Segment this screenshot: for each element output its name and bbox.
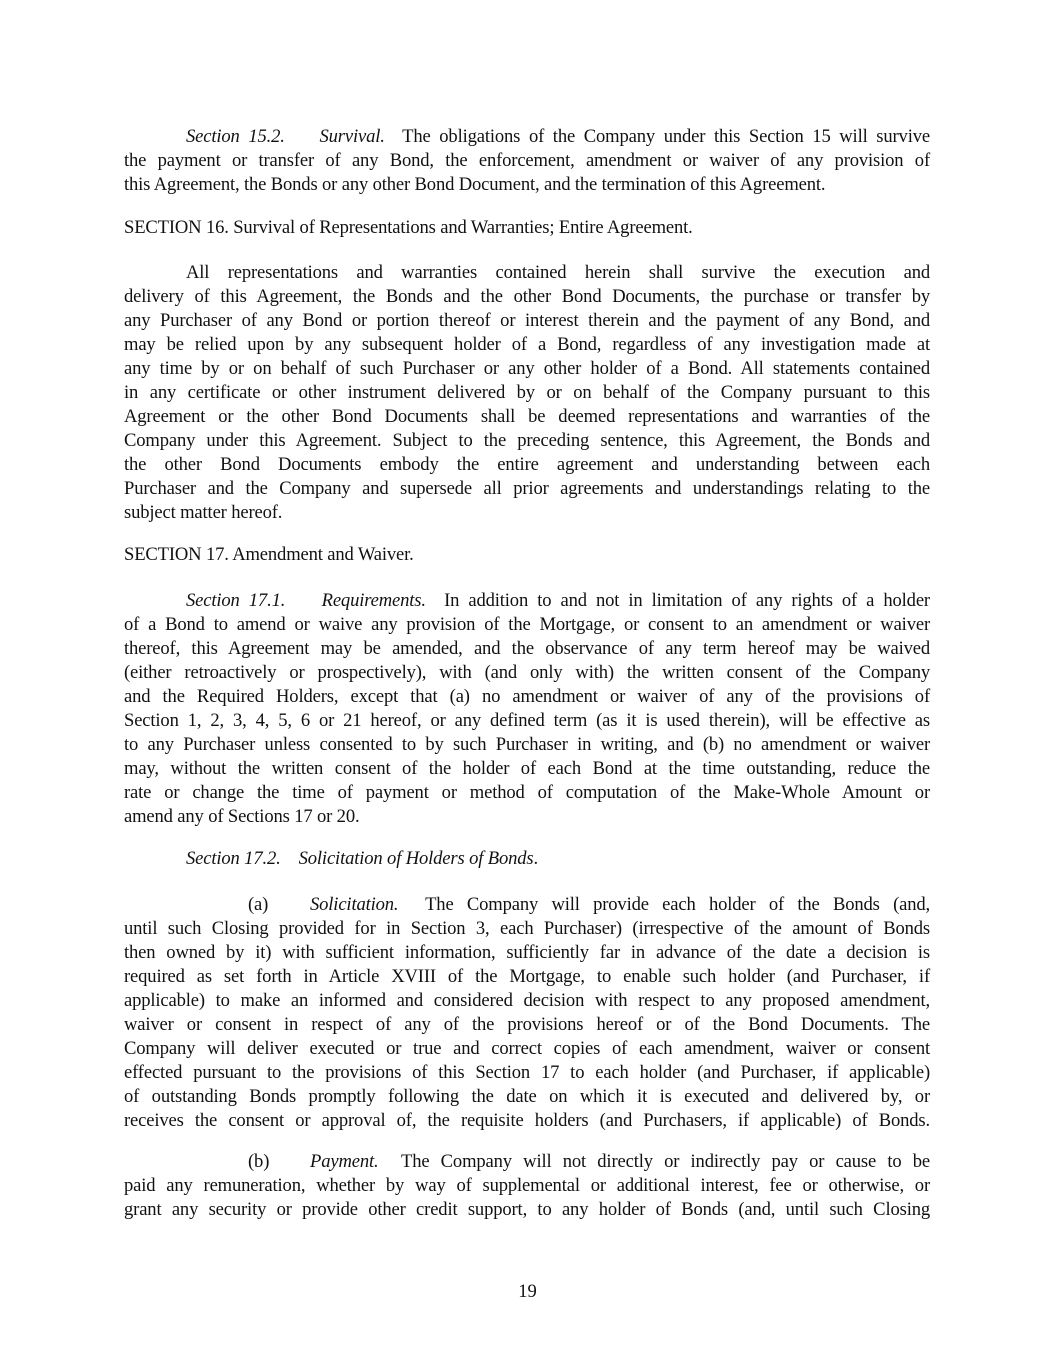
paragraph-line: may be relied upon by any subsequent holder of a Bond, regardless of any investigation made at: [124, 334, 930, 355]
paragraph-line: rate or change the time of payment or method of computation of the Make-Whole Amount or: [124, 782, 930, 803]
paragraph-line: subject matter hereof.: [124, 502, 283, 523]
paragraph-line: Section 15.2. Survival. The obligations of the Company under this Section 15 will survive: [186, 126, 930, 147]
section-16-body: [124, 261, 930, 525]
paragraph-line: any time by or on behalf of such Purchaser or any other holder of a Bond. All statements contained: [124, 358, 930, 379]
paragraph-line: (either retroactively or prospectively), with (and only with) the written consent of the Company: [124, 662, 930, 683]
paragraph-line: thereof, this Agreement may be amended, and the observance of any term hereof may be waived: [124, 638, 930, 659]
paragraph-line: until such Closing provided for in Section 3, each Purchaser) (irrespective of the amount of Bonds: [124, 918, 930, 939]
paragraph-line: paid any remuneration, whether by way of supplemental or additional interest, fee or otherwise, or: [124, 1175, 930, 1196]
paragraph-line: effected pursuant to the provisions of this Section 17 to each holder (and Purchaser, if applicable): [124, 1062, 930, 1083]
section-title: Survival.: [319, 126, 385, 147]
paragraph-line: Company under this Agreement. Subject to the preceding sentence, this Agreement, the Bonds and: [124, 430, 930, 451]
paragraph-line: Section 17.1. Requirements. In addition to and not in limitation of any rights of a holder: [186, 590, 930, 611]
paragraph-line: the payment or transfer of any Bond, the enforcement, amendment or waiver of any provision of: [124, 150, 930, 171]
clause-a-solicitation: [124, 893, 930, 1133]
section-17-2-heading: Section 17.2. Solicitation of Holders of Bonds.: [186, 848, 538, 869]
paragraph-line: of outstanding Bonds promptly following the date on which it is executed and delivered by, or: [124, 1086, 930, 1107]
paragraph-line: delivery of this Agreement, the Bonds and the other Bond Documents, the purchase or transfer by: [124, 286, 930, 307]
paragraph-line: All representations and warranties contained herein shall survive the execution and: [186, 262, 930, 283]
clause-label: (a): [248, 894, 269, 915]
paragraph-line: Section 1, 2, 3, 4, 5, 6 or 21 hereof, or any defined term (as it is used therein), will be effective as: [124, 710, 930, 731]
paragraph-line: applicable) to make an informed and considered decision with respect to any proposed amendment,: [124, 990, 930, 1011]
paragraph-line: waiver or consent in respect of any of the provisions hereof or of the Bond Documents. The: [124, 1014, 930, 1035]
paragraph-line: and the Required Holders, except that (a) no amendment or waiver of any of the provisions of: [124, 686, 930, 707]
clause-title: Payment.: [310, 1151, 379, 1172]
paragraph-line: may, without the written consent of the holder of each Bond at the time outstanding, reduce the: [124, 758, 930, 779]
paragraph-line: any Purchaser of any Bond or portion thereof or interest therein and the payment of any Bond, and: [124, 310, 930, 331]
paragraph-line: of a Bond to amend or waive any provision of the Mortgage, or consent to an amendment or waiver: [124, 614, 930, 635]
paragraph-line: (a) Solicitation. The Company will provide each holder of the Bonds (and,: [248, 894, 931, 915]
section-number: Section 15.2.: [186, 126, 285, 147]
paragraph-line: then owned by it) with sufficient information, sufficiently far in advance of the date a decision is: [124, 942, 930, 963]
paragraph-line: grant any security or provide other credit support, to any holder of Bonds (and, until such Closing: [124, 1199, 930, 1220]
section-15-2: [124, 125, 930, 197]
section-number: Section 17.1.: [186, 590, 286, 611]
paragraph-line: required as set forth in Article XVIII of the Mortgage, to enable such holder (and Purchaser, if: [124, 966, 930, 987]
paragraph-line: to any Purchaser unless consented to by such Purchaser in writing, and (b) no amendment or waiver: [124, 734, 930, 755]
section-title: Requirements.: [321, 590, 426, 611]
paragraph-line: in any certificate or other instrument delivered by or on behalf of the Company pursuant to this: [124, 382, 930, 403]
clause-title: Solicitation.: [310, 894, 399, 915]
section-number: Section 17.2.: [186, 848, 281, 869]
clause-label: (b): [248, 1151, 270, 1172]
paragraph-line: amend any of Sections 17 or 20.: [124, 806, 360, 827]
paragraph-line: receives the consent or approval of, the requisite holders (and Purchasers, if applicable) of Bonds.: [124, 1110, 930, 1131]
section-17-heading: SECTION 17. Amendment and Waiver.: [124, 544, 414, 565]
paragraph-line: Purchaser and the Company and supersede all prior agreements and understandings relating to the: [124, 478, 930, 499]
paragraph-line: Agreement or the other Bond Documents shall be deemed representations and warranties of the: [124, 406, 930, 427]
page-number: 19: [518, 1281, 537, 1302]
clause-b-payment: [124, 1150, 930, 1222]
section-16-heading: SECTION 16. Survival of Representations and Warranties; Entire Agreement.: [124, 217, 693, 238]
paragraph-line: (b) Payment. The Company will not directly or indirectly pay or cause to be: [248, 1151, 931, 1172]
paragraph-line: this Agreement, the Bonds or any other Bond Document, and the termination of this Agreement.: [124, 174, 826, 195]
paragraph-line: Company will deliver executed or true and correct copies of each amendment, waiver or consent: [124, 1038, 930, 1059]
paragraph-line: the other Bond Documents embody the entire agreement and understanding between each: [124, 454, 930, 475]
section-title: Solicitation of Holders of Bonds: [298, 848, 534, 869]
section-17-1: [124, 589, 930, 829]
